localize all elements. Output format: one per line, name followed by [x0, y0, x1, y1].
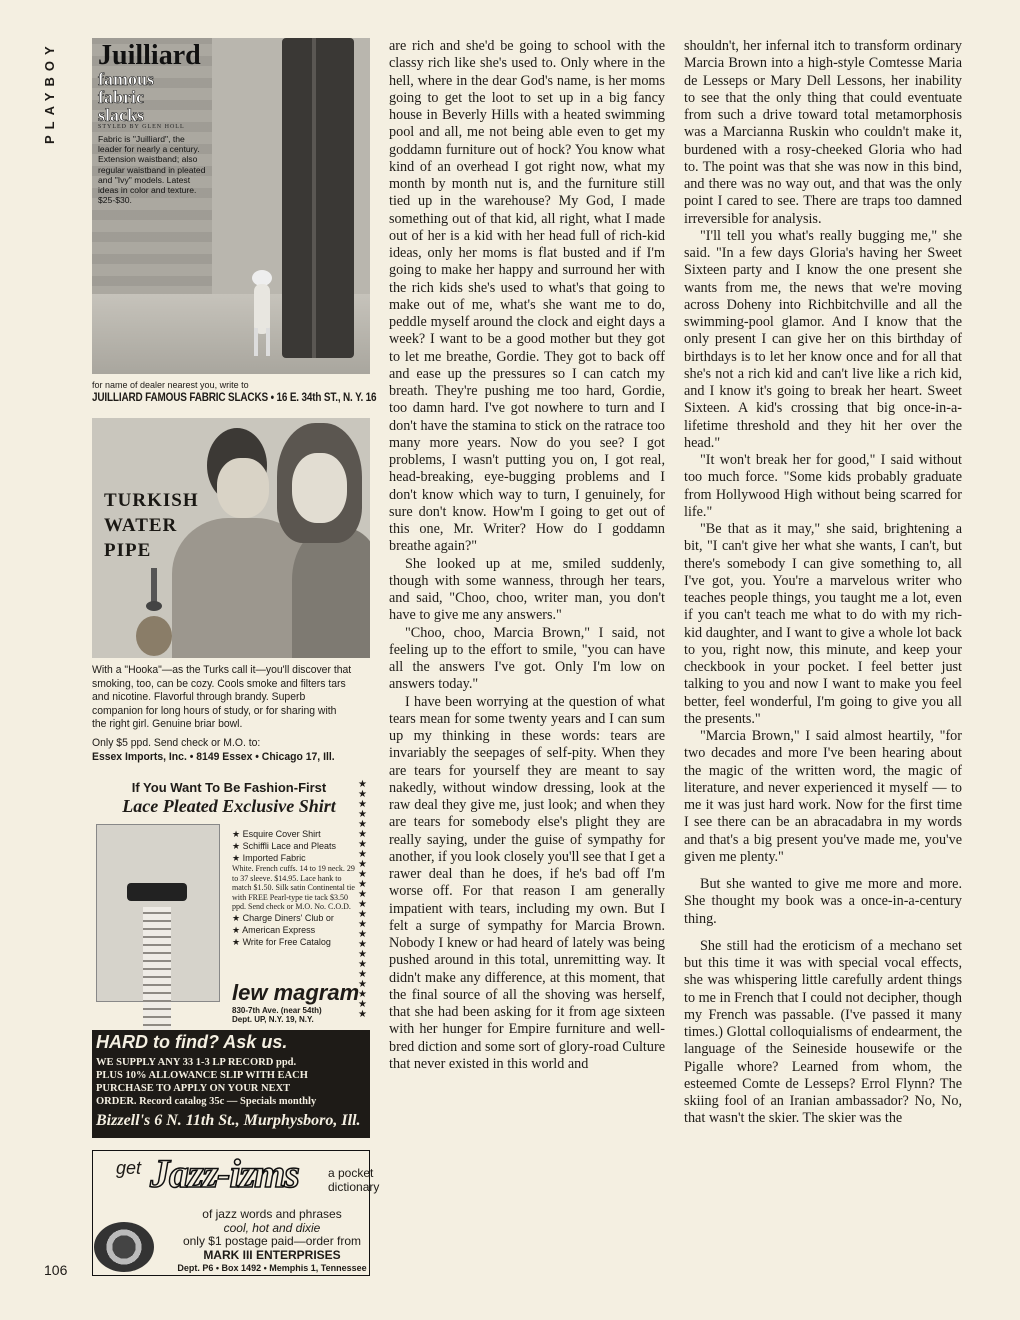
woman-face	[292, 453, 347, 523]
paragraph: "Choo, choo, Marcia Brown," I said, not feeling up to the effort to smile, "you can have all the answers I've got. Only I'm low on answers today."	[389, 624, 665, 693]
magram-subhead: Lace Pleated Exclusive Shirt	[122, 796, 336, 816]
article-column-1	[389, 38, 665, 1073]
lew-magram-ad	[92, 780, 370, 1026]
jazz-get: get	[116, 1158, 142, 1178]
page-number: 106	[44, 1262, 68, 1278]
paragraph: are rich and she'd be going to school with the classy rich like she's used to. Only where in the hell, where in the dear God's name, is her moms going to get the loot to set up in a big fancy house in Beverly Hills with a heated swimming pool and all, me not being able even to get my goddamn furniture out of hock? You know what kind of an overhead I got right now, what my month by month nut is, and the furniture still tied up in the warehouse? My God, I made something out of that kid, all right, what I made out of her is a kid with her head full of rich-kid ideas, only her moms is flat busted and if I'm going to make her happy and surround her with the rich kids she's used to what's that going to make out of me, what's she want me to do, peddle myself around the clock and eight days a week? I want to be a good mother but they got to let me breathe, Gordie. They got to back off and ease up the pressures so I can catch my breath. They're pushing me too hard, Gordie, too damn hard. I've got nowhere to turn and I don't have the stamina to stick on the ratrace too many more years. Now do you see? I got problems, I wasn't putting you on, I got real, head-breaking, eye-bugging problems and I don't know which way to turn, I genuinely, for sure don't know. How'm I going to get out of this one, Mr. Writer? How do I goddamn breathe again?"	[389, 38, 665, 555]
juilliard-address: JUILLIARD FAMOUS FABRIC SLACKS • 16 E. 34th ST., N. Y. 16	[92, 390, 377, 404]
shirt-illustration	[96, 824, 220, 1002]
turkish-address: Essex Imports, Inc. • 8149 Essex • Chicago 17, Ill.	[92, 750, 335, 763]
bizzell-address: Bizzell's 6 N. 11th St., Murphysboro, Ill.	[96, 1112, 361, 1129]
paragraph: She still had the eroticism of a mechano set but this time it was with special vocal effects, she was whispering little carefully ardent things to me in French that I could not decipher, though my French was passable. (I've passed it many times.) Glottal colloquialisms of endearment, the language of the Seineside housewife or the Pigalle whore? Learned from whom, the esteemed Comte de Lesseps? Errol Flynn? The skiing fool of an Iranian ambassador? No, No, that wasn't the skier. The skier was the	[684, 937, 962, 1127]
magazine-name: PLAYBOY	[42, 40, 57, 144]
turkish-body: With a "Hooka"—as the Turks call it—you'll discover that smoking, too, can be cozy. Cools smoke and filters tars and nicotine. Flavorful through brandy. Superb companion for long hours of study, or for sharing with the right girl. Genuine briar bowl.	[92, 664, 352, 731]
hookah-illustration	[134, 568, 174, 658]
bizzell-headline: HARD to find? Ask us.	[96, 1032, 288, 1052]
juilliard-blurb: Fabric is "Juilliard", the leader for nearly a century. Extension waistband; also regular waistband in pleated and "Ivy" models. Latest ideas in color and texture. $25-$30.	[98, 134, 206, 206]
paragraph: She looked up at me, smiled suddenly, though with some wanness, through her tears, and said, "Choo, choo, writer man, you don't have to give me any answers."	[389, 555, 665, 624]
juilliard-logo: Juilliard famous fabric slacks STYLED BY GLEN HOLL	[98, 40, 201, 130]
turkish-price: Only $5 ppd. Send check or M.O. to:	[92, 736, 261, 749]
magram-address: 830-7th Ave. (near 54th) Dept. UP, N.Y. 19, N.Y.	[232, 1006, 322, 1024]
bow-tie	[127, 883, 187, 901]
lace-pleats	[143, 907, 171, 1032]
drum-illustration	[94, 1222, 154, 1272]
man-face	[217, 458, 269, 518]
dealer-note: for name of dealer nearest you, write to	[92, 380, 249, 390]
magram-logo: lew magram	[232, 980, 360, 1005]
jazz-izms-logo: Jazz-izms	[150, 1151, 299, 1196]
paragraph: "Marcia Brown," I said almost heartily, "for two decades and more I've been hearing about the magic of the written word, the magic of literature, and never experienced it myself — to me it was just hard work. Now for the first time I see there can be an abracadabra in my words and that's a big present you've made me, you've given me plenty."	[684, 728, 962, 865]
magram-features: ★ Esquire Cover Shirt ★ Schiffli Lace and Pleats ★ Imported Fabric White. French cuffs. 14 to 19 neck. 29 to 37 sleeve. $14.95. Lace hank to match $1.50. Silk satin Continental tie with FREE Pearl-type tie tack $3.50 ppd. Send check or M.O. No. C.O.D. ★ Charge Diners' Club or ★ American Express ★ Write for Free Catalog	[232, 829, 355, 947]
jazz-pocket: a pocket dictionary	[328, 1166, 380, 1194]
turkish-title: TURKISH WATER PIPE	[104, 490, 199, 561]
paragraph: shouldn't, her infernal itch to transform ordinary Marcia Brown into a high-style Comtesse Maria de Lesseps or Mary Dell Lessons, her inability to see that the only thing that could eventuate from such a drive toward total metamorphosis was a Marcianna Ruskin who couldn't make it, burdened with a rosy-cheeked Gloria who had to. The point was that she was now in this bind, and there was no way out, and that was the only point I cared to see. There are traps too damned irreversible for analysis.	[684, 38, 962, 227]
juilliard-ad	[92, 38, 370, 374]
article-column-2	[684, 38, 962, 1128]
jazz-body: of jazz words and phrases cool, hot and dixie only $1 postage paid—order from MARK III ENTERPRISES Dept. P6 • Box 1492 • Memphis 1, Tennessee	[177, 1207, 367, 1273]
juilliard-caption	[92, 380, 382, 404]
paragraph: But she wanted to give me more and more. She thought my book was a once-in-a-century thing.	[684, 876, 962, 927]
star-border: ★ ★ ★ ★ ★ ★ ★ ★ ★ ★ ★ ★ ★ ★ ★ ★ ★ ★ ★ ★ ★ ★ ★ ★	[358, 779, 367, 1020]
paragraph: I have been worrying at the question of what tears mean for some twenty years and I can sum up my thinking in these words: tears are invariably the seepages of self-pity. When they are tears for yourself they are meant to say nakedly, without window dressing, look at the raw deal they give me, just look; and when they are tears for somebody else's plight they are really saying, under the guise of sympathy for another, if you look closely you'll see that I get a rawer deal than he does, if he's bad off I'm worse off. For that reason I am generally impatient with tears, including my own. But I felt a surge of sympathy for Marcia Brown. Nobody I knew or had heard of lately was being pushed around in this total, unremitting way. It didn't make any difference, at this moment, that the final source of all the shoving was herself, that she had been asking for it from age sixteen with her hunger for Empire furniture and well-bred diction and some sort of glory-road Culture that never existed in this world and	[389, 693, 665, 1072]
bizzell-line: WE SUPPLY ANY 33 1-3 LP RECORD ppd.	[96, 1057, 297, 1068]
jazz-izms-ad	[92, 1150, 380, 1276]
paragraph: "It won't break her for good," I said without too much force. "Some kids probably graduate from Hollywood High without being scarred for life."	[684, 452, 962, 520]
turkish-pipe-ad	[92, 418, 370, 658]
bizzell-line: PURCHASE TO APPLY ON YOUR NEXT	[96, 1083, 291, 1094]
bizzell-line: ORDER. Record catalog 35c — Specials monthly	[96, 1096, 317, 1107]
dog-illustration	[242, 258, 282, 358]
turkish-text	[92, 664, 352, 764]
magram-headline: If You Want To Be Fashion-First	[131, 780, 327, 795]
model-legs-photo	[282, 38, 354, 358]
bizzell-line: PLUS 10% ALLOWANCE SLIP WITH EACH	[96, 1070, 308, 1081]
paragraph: "I'll tell you what's really bugging me," she said. "In a few days Gloria's having her Sweet Sixteen party and I know the one present she wants from me, the news that we're moving across Doheny into Richbitchville and all the swimming-pool glamor. And I know that the only present I can give her on this birthday of birthdays is to let her know once and for all that she's not a rich kid and can't live like a rich kid, and I know it's going to break her heart. Sweet Sixteen. A kid's crossing that big once-in-a-lifetime threshold and they hit her over the head."	[684, 227, 962, 451]
woman-photo	[292, 528, 370, 658]
paragraph: "Be that as it may," she said, brightening a bit, "I can't give her what she wants, I can't, but there's somebody I can give something to, all I've got, you. You're a marvelous writer who teaches people things, you taught me a lot, even if you can't teach me what to do with my rich-kid daughter, and I want to give a whole lot back to you, right now, this minute, and keep your checkbook in your pocket. I feel better just talking to you and now I want to make you feel better, feel wonderful, I'm going to give you all the presents."	[684, 521, 962, 727]
bizzell-ad	[92, 1030, 370, 1138]
